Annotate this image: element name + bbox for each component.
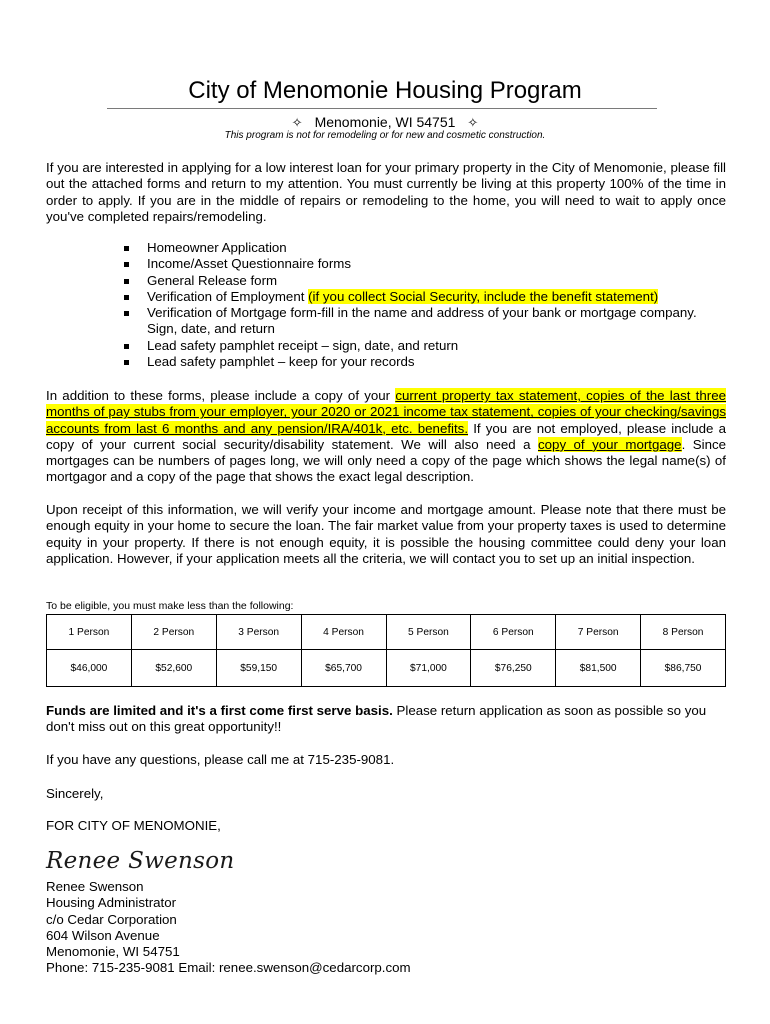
list-item-text: Lead safety pamphlet receipt – sign, date, and return [147, 337, 459, 353]
signer-title: Housing Administrator [46, 895, 177, 911]
list-item [120, 256, 730, 272]
intro-paragraph: If you are interested in applying for a low interest loan for your primary property in the City of Menomonie, please fill out the attached forms and return to my attention. You must currently be living at this property 100% of the time in order to apply. If you are in the middle of repairs or remodeling to the home, you will need to wait to apply once you've completed repairs/remodeling. [46, 160, 726, 224]
signer-organization: c/o Cedar Corporation [46, 911, 177, 927]
table-header-cell: 5 Person [386, 615, 471, 650]
table-cell: $71,000 [386, 650, 471, 687]
bullet-icon [124, 311, 129, 316]
page-title: City of Menomonie Housing Program [188, 77, 582, 104]
title-divider [107, 108, 657, 109]
table-header-cell: 6 Person [471, 615, 556, 650]
eligibility-label: To be eligible, you must make less than the following: [46, 600, 294, 612]
highlighted-text: current property tax statement, copies of the last three months of pay stubs from your employer, your 2020 or 2021 income tax statement, copies of your checking/savings accounts from last 6 months and any pension/IRA/401k, etc. benefits. [46, 388, 726, 436]
signer-city: Menomonie, WI 54751 [46, 944, 180, 960]
bullet-icon [124, 279, 129, 284]
list-item [120, 289, 730, 305]
income-limits-table [46, 614, 726, 687]
signature-block [46, 879, 411, 977]
table-cell: $46,000 [47, 650, 132, 687]
bullet-icon [124, 360, 129, 365]
paragraph-text: In addition to these forms, please include a copy of your [46, 388, 396, 403]
list-item [120, 354, 730, 370]
questions-line: If you have any questions, please call me at 715-235-9081. [46, 752, 395, 767]
table-cell: $52,600 [131, 650, 216, 687]
bullet-icon [124, 344, 129, 349]
closing-line: Sincerely, [46, 786, 104, 801]
verification-paragraph: Upon receipt of this information, we will verify your income and mortgage amount. Please note that there must be enough equity in your home to secure the loan. The fair market value from your property taxes is used to determine equity in your property. If there is not enough equity, it is possible the housing committee could deny your loan application. However, if your application meets all the criteria, we will contact you to set up an initial inspection. [46, 502, 726, 566]
sparkle-right-icon: ✧ [467, 115, 479, 130]
table-cell: $86,750 [641, 650, 726, 687]
paragraph-text: If you are not employed, please include a copy of your current social security/disability statement. We will also need a [46, 420, 726, 452]
table-cell: $81,500 [556, 650, 641, 687]
signature: Renee Swenson [46, 848, 235, 874]
table-header-cell: 7 Person [556, 615, 641, 650]
table-header-cell: 3 Person [216, 615, 301, 650]
table-header-cell: 4 Person [301, 615, 386, 650]
additional-documents-paragraph [46, 388, 726, 486]
table-row [47, 650, 726, 687]
table-cell: $76,250 [471, 650, 556, 687]
list-item [120, 273, 730, 289]
highlighted-text: copy of your mortgage [538, 436, 682, 452]
signer-name: Renee Swenson [46, 879, 144, 894]
list-item [120, 338, 730, 354]
funds-notice-text: Please return application as soon as possible so you don't miss out on this great opportunity!! [46, 703, 707, 735]
for-city-line: FOR CITY OF MENOMONIE, [46, 818, 221, 833]
bullet-icon [124, 262, 129, 267]
list-item-text: Lead safety pamphlet – keep for your records [147, 354, 415, 370]
list-item [120, 240, 730, 256]
forms-list [120, 240, 730, 370]
sparkle-left-icon: ✧ [291, 115, 303, 130]
funds-notice-bold: Funds are limited and it's a first come first serve basis. [46, 703, 393, 718]
location-text: Menomonie, WI 54751 [314, 114, 456, 130]
list-item-text: General Release form [147, 272, 278, 288]
list-item-text: Verification of Mortgage form-fill in the name and address of your bank or mortgage company. Sign, date, and return [147, 305, 697, 337]
bullet-icon [124, 295, 129, 300]
paragraph-text: . Since mortgages can be numbers of pages long, we will only need a copy of the page which shows the legal name(s) of mortgagor and a copy of the page that shows the exact legal description. [46, 436, 727, 485]
program-note: This program is not for remodeling or for new and cosmetic construction. [224, 130, 546, 141]
table-row [47, 615, 726, 650]
highlighted-text: (if you collect Social Security, include the benefit statement) [308, 288, 659, 304]
signer-street: 604 Wilson Avenue [46, 927, 160, 943]
funds-notice [46, 703, 736, 736]
list-item-text: Verification of Employment [147, 288, 309, 304]
table-header-cell: 2 Person [131, 615, 216, 650]
table-cell: $65,700 [301, 650, 386, 687]
list-item-text: Homeowner Application [147, 240, 287, 255]
table-header-cell: 8 Person [641, 615, 726, 650]
signer-contact: Phone: 715-235-9081 Email: renee.swenson@cedarcorp.com [46, 960, 411, 976]
bullet-icon [124, 246, 129, 251]
list-item-text: Income/Asset Questionnaire forms [147, 256, 351, 272]
table-cell: $59,150 [216, 650, 301, 687]
table-header-cell: 1 Person [47, 615, 132, 650]
list-item [120, 305, 730, 338]
